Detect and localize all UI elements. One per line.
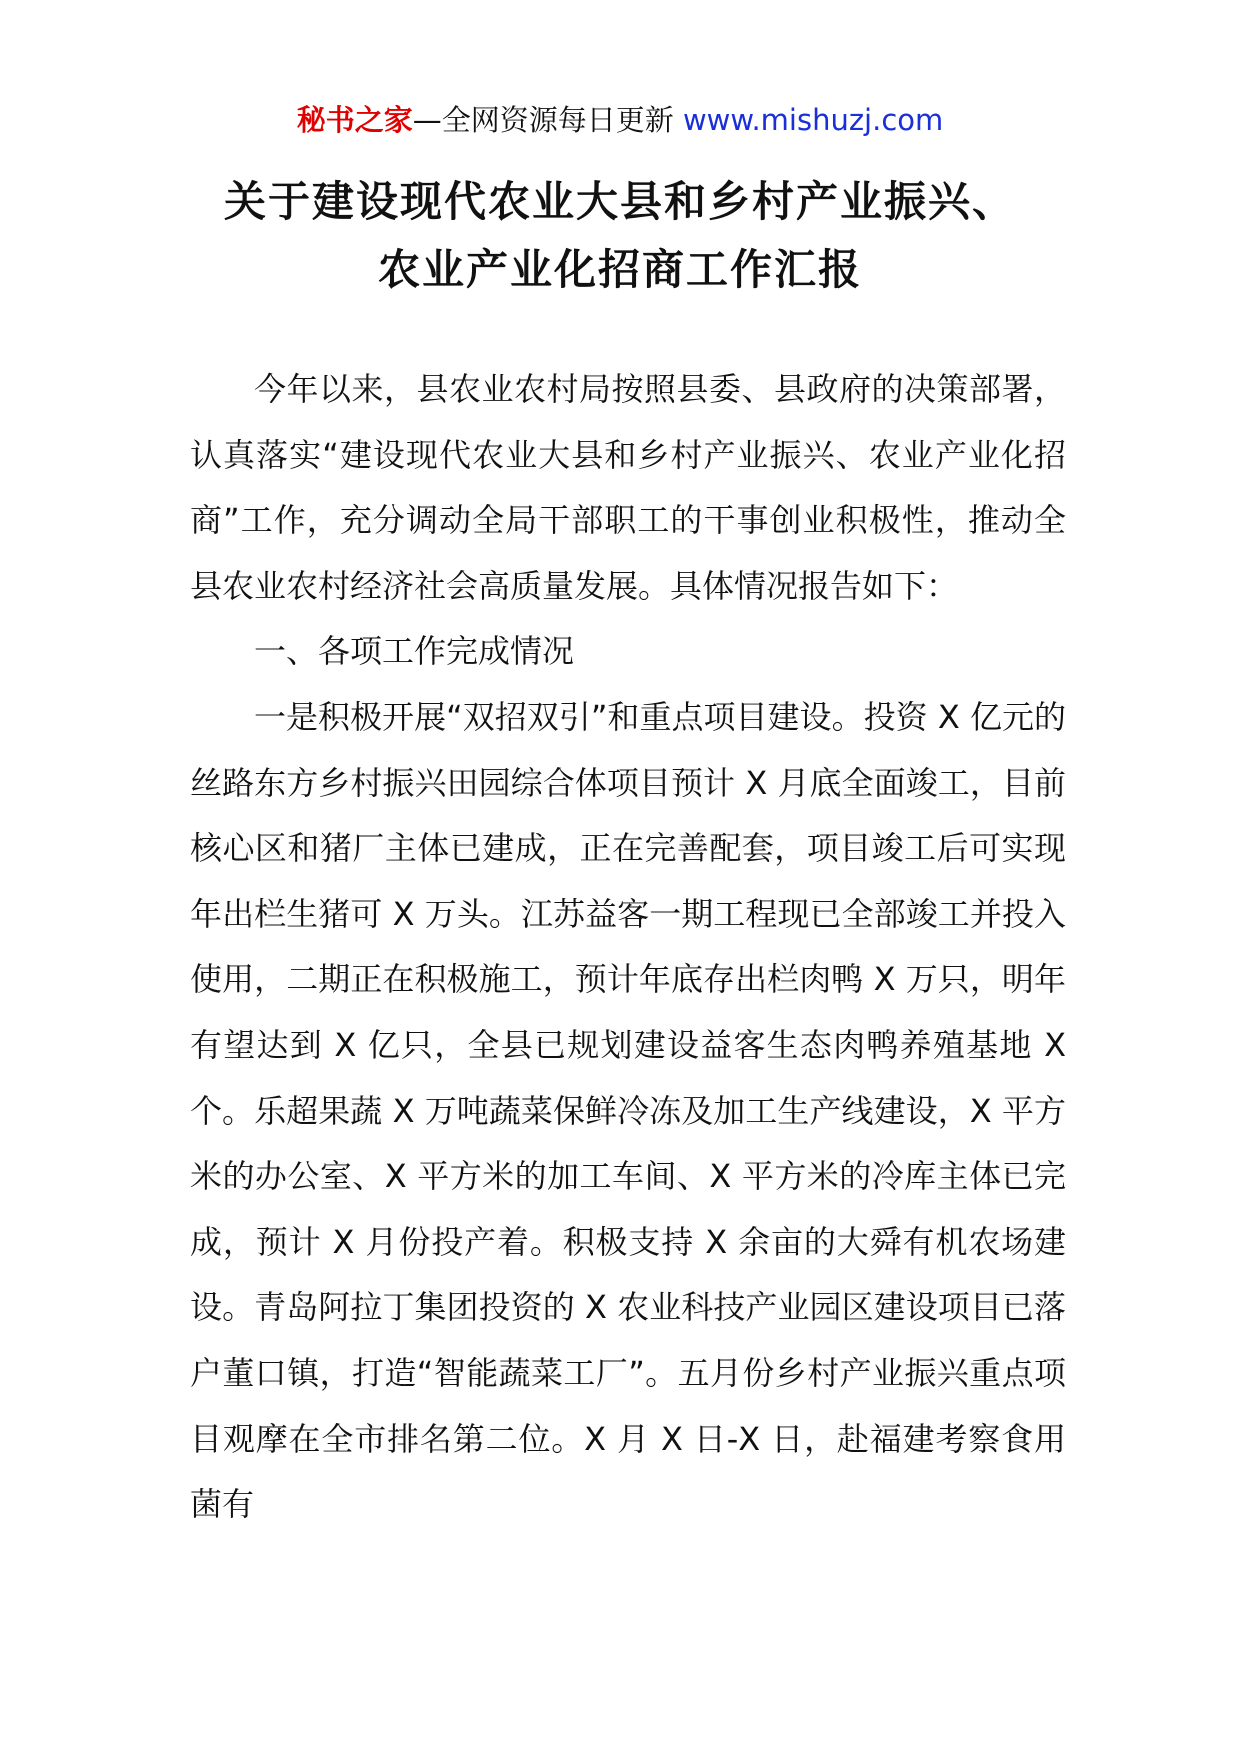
- site-banner: [0, 100, 1240, 140]
- intro-paragraph: 今年以来，县农业农村局按照县委、县政府的决策部署，认真落实“建设现代农业大县和乡村产业振兴、农业产业化招商”工作，充分调动全局干部职工的干事创业积极性，推动全县农业农村经济社会高质量发展。具体情况报告如下：: [190, 370, 1066, 605]
- document-title: [120, 168, 1120, 304]
- body-paragraph: 一是积极开展“双招双引”和重点项目建设。投资 X 亿元的丝路东方乡村振兴田园综合体项目预计 X 月底全面竣工，目前核心区和猪厂主体已建成，正在完善配套，项目竣工后可实现年出栏生猪可 X 万头。江苏益客一期工程现已全部竣工并投入使用，二期正在积极施工，预计年底存出栏肉鸭 X 万只，明年有望达到 X 亿只，全县已规划建设益客生态肉鸭养殖基地 X 个。乐超果蔬 X 万吨蔬菜保鲜冷冻及加工生产线建设，X 平方米的办公室、X 平方米的加工车间、X 平方米的冷库主体已完成，预计 X 月份投产着。积极支持 X 余亩的大舜有机农场建设。青岛阿拉丁集团投资的 X 农业科技产业园区建设项目已落户董口镇，打造“智能蔬菜工厂”。五月份乡村产业振兴重点项目观摩在全市排名第二位。X 月 X 日-X 日，赴福建考察食用菌有: [190, 697, 1066, 1524]
- banner-slogan: —全网资源每日更新: [412, 103, 683, 137]
- section-heading: 一、各项工作完成情况: [254, 632, 575, 671]
- title-line-2: 农业产业化招商工作汇报: [377, 245, 862, 294]
- title-line-1: 关于建设现代农业大县和乡村产业振兴、: [223, 177, 1016, 226]
- site-url-link[interactable]: www.mishuzj.com: [682, 103, 944, 137]
- document-body: [190, 357, 1066, 1538]
- brand-name: 秘书之家: [296, 103, 413, 137]
